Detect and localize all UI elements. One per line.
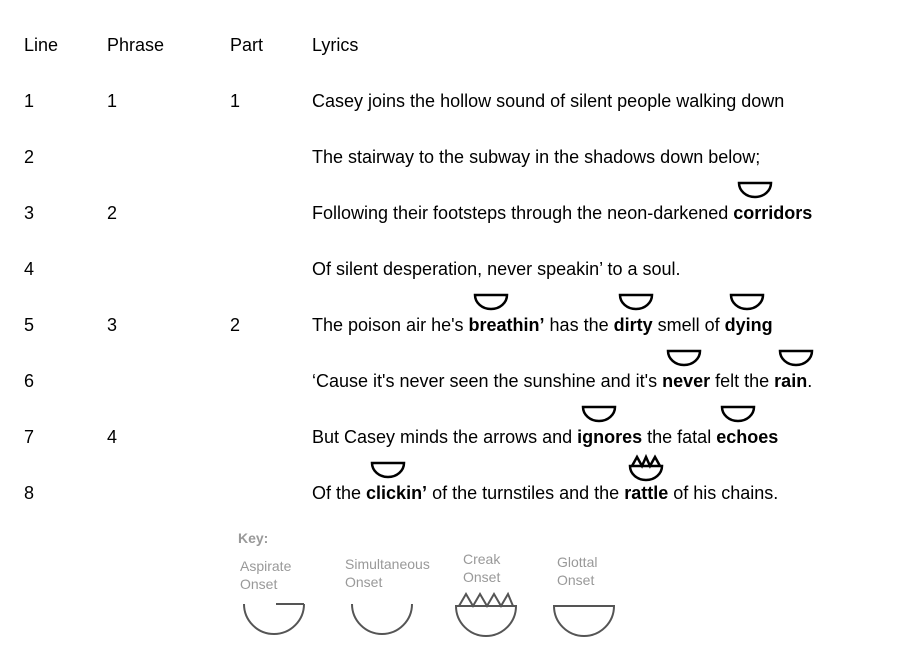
lyric-line <box>312 146 760 168</box>
row-phrase-number: 4 <box>107 427 118 447</box>
aspirate-onset-icon <box>240 596 310 642</box>
lyric-text: Casey joins the hollow sound of silent people walking down <box>312 91 785 111</box>
row-line-number: 2 <box>24 147 35 167</box>
row-line-number: 1 <box>24 91 35 111</box>
row-phrase-number: 1 <box>107 91 118 111</box>
emphasized-word: ignores <box>577 427 643 447</box>
lyric-text: But Casey minds the arrows and <box>312 427 578 447</box>
lyric-line <box>312 258 681 280</box>
row-line-number: 6 <box>24 371 35 391</box>
lyric-text: the fatal <box>642 427 717 447</box>
row-phrase-number: 3 <box>107 315 118 335</box>
lyric-line <box>312 426 778 448</box>
emphasized-word: dying <box>724 315 773 335</box>
lyric-line <box>312 370 812 392</box>
key-title: Key: <box>238 530 269 546</box>
lyric-text: of the turnstiles and the <box>427 483 625 503</box>
key-label-aspirate: Aspirate Onset <box>240 558 292 592</box>
row-line-number: 4 <box>24 259 35 279</box>
part-column-header: Part <box>230 35 264 55</box>
glottal-onset-icon <box>666 347 706 375</box>
emphasized-word: never <box>662 371 711 391</box>
row-phrase-number: 2 <box>107 203 118 223</box>
row-line-number: 3 <box>24 203 35 223</box>
glottal-onset-icon <box>737 179 777 207</box>
row-part-number: 1 <box>230 91 241 111</box>
glottal-onset-icon <box>778 347 818 375</box>
creak-onset-icon <box>452 588 522 644</box>
lyrics-column-header: Lyrics <box>312 35 359 55</box>
creak-onset-icon <box>628 453 668 481</box>
lyric-text: Of the <box>312 483 367 503</box>
glottal-onset-icon <box>473 291 513 319</box>
row-part-number: 2 <box>230 315 241 335</box>
glottal-onset-icon <box>618 291 658 319</box>
emphasized-word: dirty <box>613 315 653 335</box>
row-line-number: 5 <box>24 315 35 335</box>
simultaneous-onset-icon <box>348 596 418 642</box>
glottal-onset-icon <box>550 600 620 646</box>
lyric-text: smell of <box>652 315 725 335</box>
lyric-text: The stairway to the subway in the shadows down below; <box>312 147 761 167</box>
row-line-number: 8 <box>24 483 35 503</box>
glottal-onset-icon <box>720 403 760 431</box>
lyric-text: . <box>807 371 813 391</box>
key-label-glottal: Glottal Onset <box>557 554 598 588</box>
key-label-simultaneous: Simultaneous Onset <box>345 556 430 590</box>
lyric-text: of his chains. <box>668 483 779 503</box>
emphasized-word: rattle <box>624 483 669 503</box>
lyric-text: ‘Cause it's never seen the sunshine and it's <box>312 371 663 391</box>
row-line-number: 7 <box>24 427 35 447</box>
lyric-text: felt the <box>710 371 775 391</box>
key-label-creak: Creak Onset <box>463 551 501 585</box>
glottal-onset-icon <box>370 459 410 487</box>
lyric-text: Of silent desperation, never speakin’ to a soul. <box>312 259 681 279</box>
lyric-line <box>312 90 784 112</box>
lyric-text: has the <box>544 315 614 335</box>
phrase-column-header: Phrase <box>107 35 165 55</box>
lyric-text: The poison air he's <box>312 315 469 335</box>
glottal-onset-icon <box>581 403 621 431</box>
emphasized-word: clickin’ <box>366 483 428 503</box>
lyric-text: Following their footsteps through the neon-darkened <box>312 203 734 223</box>
emphasized-word: corridors <box>733 203 813 223</box>
line-column-header: Line <box>24 35 59 55</box>
glottal-onset-icon <box>729 291 769 319</box>
lyric-line <box>312 314 773 336</box>
emphasized-word: rain <box>774 371 808 391</box>
emphasized-word: echoes <box>716 427 779 447</box>
emphasized-word: breathin’ <box>468 315 545 335</box>
